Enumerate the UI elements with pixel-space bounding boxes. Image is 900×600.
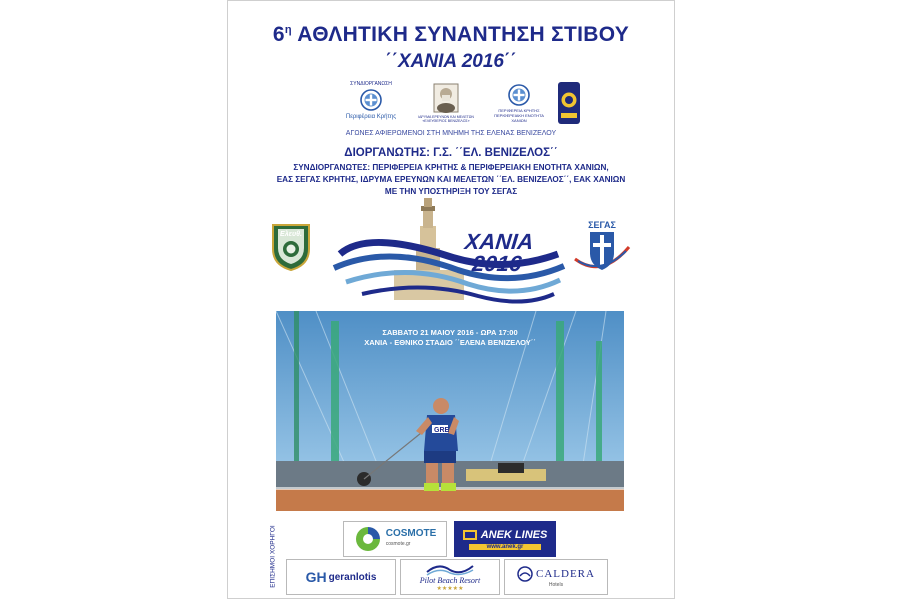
cosmote-logo-icon — [354, 525, 382, 553]
coorganizers-line-2: ΕΑΣ ΣΕΓΑΣ ΚΡΗΤΗΣ, ΙΔΡΥΜΑ ΕΡΕΥΝΩΝ ΚΑΙ ΜΕΛΕΤΩΝ ΄΄ΕΛ. ΒΕΝΙΖΕΛΟΣ΄΄, ΕΑΚ ΧΑΝΙΩΝ — [276, 175, 626, 184]
eak-badge-icon — [557, 81, 581, 125]
rating-stars: ★★★★★ — [436, 586, 464, 592]
chania-unit-logo: ΠΕΡΙΦΕΡΕΙΑ ΚΡΗΤΗΣ ΠΕΡΙΦΕΡΕΙΑΚΗ ΕΝΟΤΗΤΑ ΧΑΝΙΩΝ — [488, 84, 550, 123]
sponsors-vertical-label: ΕΠΙΣΗΜΟΙ ΧΟΡΗΓΟΙ — [269, 525, 277, 588]
club-shield-icon — [270, 221, 312, 271]
poster-subtitle: ΄΄ΧΑΝΙΑ 2016΄΄ — [385, 51, 517, 72]
sponsor-pilot-beach: Pilot Beach Resort ★★★★★ — [400, 559, 500, 595]
crete-region-emblem-icon — [360, 89, 382, 111]
gerantotis-logo-mark: GH — [305, 569, 327, 585]
segas-shield-icon — [572, 229, 632, 275]
coorganizers-line-1: ΣΥΝΔΙΟΡΓΑΝΩΤΕΣ: ΠΕΡΙΦΕΡΕΙΑ ΚΡΗΤΗΣ & ΠΕΡΙΦΕΡΕΙΑΚΗ ΕΝΟΤΗΤΑ ΧΑΝΙΩΝ, — [293, 163, 609, 172]
poster-title: $6^\eta$ ΑΘΛΗΤΙΚΗ ΣΥΝΑΝΤΗΣΗ ΣΤΙΒΟΥ — [272, 23, 630, 46]
chania-unit-emblem-icon — [508, 84, 530, 106]
crete-region-logo: ΣΥΝΔΙΟΡΓΑΝΩΣΗ Περιφέρεια Κρήτης — [345, 81, 397, 120]
hammer-throw-photo — [276, 311, 624, 511]
emblem-text: ΧΑΝΙΑ 2016 — [463, 229, 535, 276]
sponsor-gerantotis: GH geranlotis — [286, 559, 396, 595]
anek-logo-icon — [463, 530, 477, 540]
eak-chania-logo — [556, 81, 582, 127]
event-details: ΣΑΒΒΑΤΟ 21 ΜΑΙΟΥ 2016 - ΩΡΑ 17:00 ΧΑΝΙΑ - ΕΘΝΙΚΟ ΣΤΑΔΙΟ ΄΄ΕΛΕΝΑ ΒΕΝΙΖΕΛΟΥ΄΄ — [364, 328, 536, 347]
coorganizer-logos — [228, 81, 674, 131]
organizer-line: ΔΙΟΡΓΑΝΩΤΗΣ: Γ.Σ. ΄΄ΕΛ. ΒΕΝΙΖΕΛΟΣ΄΄ — [344, 147, 558, 159]
event-poster — [227, 0, 675, 599]
dedication-text: ΑΓΩΝΕΣ ΑΦΙΕΡΩΜΕΝΟΙ ΣΤΗ ΜΝΗΜΗ ΤΗΣ ΕΛΕΝΑΣ ΒΕΝΙΖΕΛΟΥ — [345, 130, 557, 137]
venizelos-portrait-icon — [433, 83, 459, 113]
segas-crest: ΣΕΓΑΣ — [572, 221, 632, 273]
sponsor-cosmote: COSMOTE cosmote.gr — [343, 521, 447, 557]
club-crest: Ελευθ. — [270, 221, 312, 271]
pilot-beach-wave-icon — [425, 562, 475, 576]
sponsor-anek-lines: ANEK LINES www.anek.gr — [454, 521, 556, 557]
athlete-bib: GRE — [434, 427, 450, 434]
support-line: ΜΕ ΤΗΝ ΥΠΟΣΤΗΡΙΞΗ ΤΟΥ ΣΕΓΑΣ — [384, 187, 518, 196]
caldera-logo-icon — [517, 566, 533, 582]
sponsor-caldera: CAL DERA Hotels — [504, 559, 608, 595]
venizelos-foundation-logo: ΙΔΡΥΜΑ ΕΡΕΥΝΩΝ ΚΑΙ ΜΕΛΕΤΩΝ «ΕΛΕΥΘΕΡΙΟΣ ΒΕΝΙΖΕΛΟΣ» — [418, 83, 474, 123]
